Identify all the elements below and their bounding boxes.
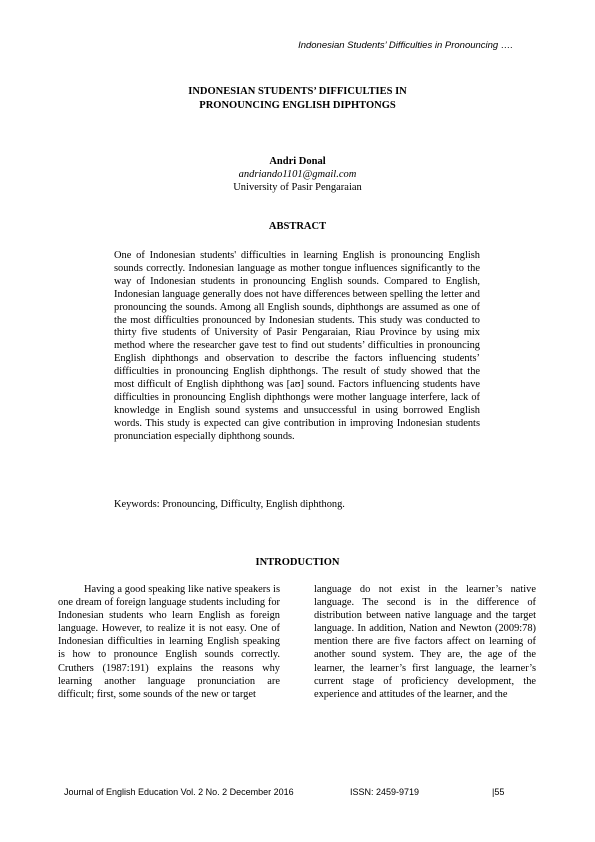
- author-name: Andri Donal: [269, 156, 326, 167]
- abstract-heading: ABSTRACT: [268, 221, 327, 232]
- paper-title: [0, 85, 595, 113]
- introduction-left-column: Having a good speaking like native speakers is one dream of foreign language students including for Indonesian students who learn English as foreign language. However, to realize it is not easy. One of Indonesian difficulties in learning English speaking is how to pronounce English sounds correctly. Cruthers (1987:191) explains the reasons why learning another language pronunciation are difficult; first, some sounds of the new or target: [58, 584, 280, 700]
- introduction-right-column: language do not exist in the learner’s native language. The second is in the difference of distribution between native language and the target language. In addition, Nation and Newton (2009:78) mention there are five factors affect on learning of another sound system. They are, the age of the learner, the learner’s first language, the learner’s current stage of proficiency development, the experience and attitudes of the learner, and the: [314, 584, 536, 700]
- paper-title-line-2: PRONOUNCING ENGLISH DIPHTONGS: [199, 100, 396, 111]
- author-block: [0, 155, 595, 194]
- footer-issn: ISSN: 2459-9719: [350, 787, 420, 797]
- paper-title-line-1: INDONESIAN STUDENTS’ DIFFICULTIES IN: [188, 86, 407, 97]
- introduction-heading: INTRODUCTION: [255, 557, 340, 568]
- author-email: andriando1101@gmail.com: [238, 169, 357, 180]
- footer-journal: Journal of English Education Vol. 2 No. 2 December 2016: [64, 787, 294, 797]
- abstract-text: One of Indonesian students' difficulties in learning English is pronouncing English sounds correctly. Indonesian language as mother tongue influences significantly to the way of Indonesian students in pronouncing English sounds. Compared to English, Indonesian language generally does not have differences between spelling the letter and pronouncing the sounds. Among all English sounds, diphthongs are assumed as one of the most difficulties pronounced by Indonesian students. This study was conducted to thirty five students of University of Pasir Pengaraian, Riau Province by using mix method where the researcher gave test to find out students’ difficulties in pronouncing English diphthongs and observation to describe the factors influencing students’ difficulties in pronouncing English diphthongs. The result of study showed that the most difficult of English diphthong was [aʊ] sound. Factors influencing students have difficulties in pronouncing English diphthongs were mother language interfere, lack of knowledge in English sound systems and unsuccessful in using borrowed English words. This study is expected can give contribution in improving Indonesian students pronunciation especially diphthong sounds.: [114, 250, 480, 442]
- footer-page-number: |55: [492, 787, 505, 797]
- running-header: Indonesian Students’ Difficulties in Pronouncing ….: [298, 40, 513, 51]
- keywords: Keywords: Pronouncing, Difficulty, English diphthong.: [114, 499, 345, 510]
- author-affiliation: University of Pasir Pengaraian: [233, 182, 362, 193]
